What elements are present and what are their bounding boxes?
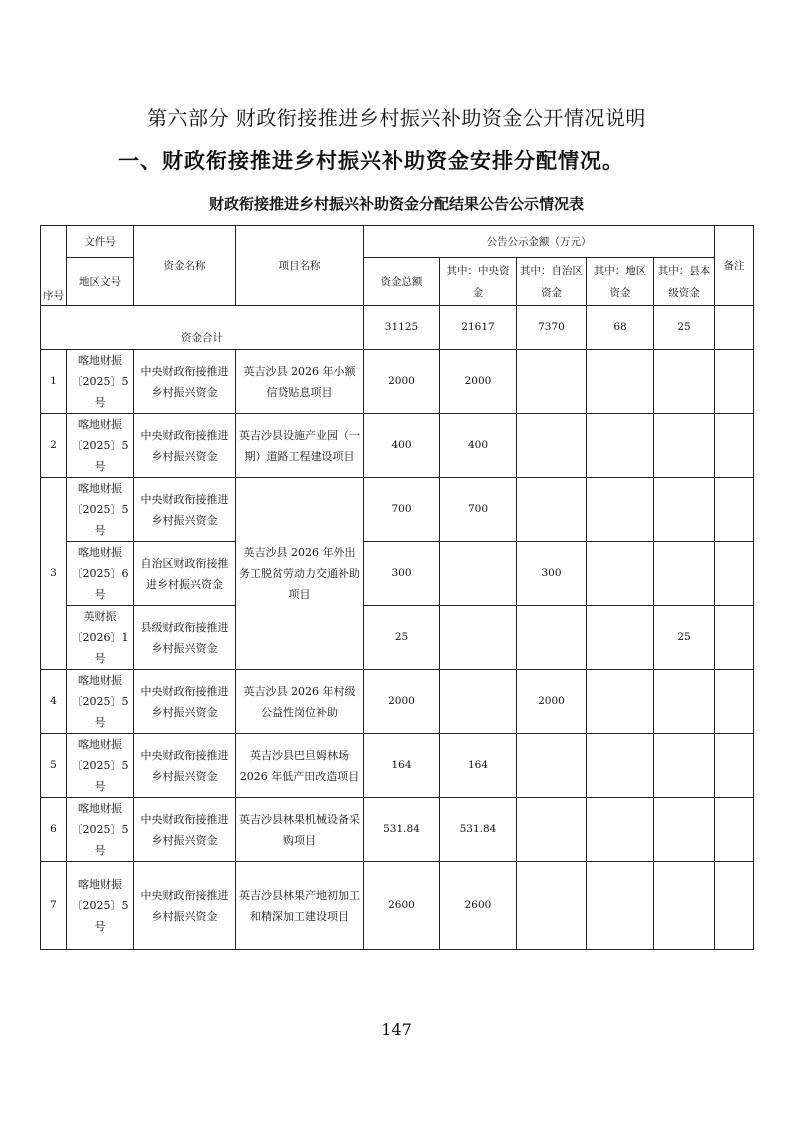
row-fund-name: 中央财政衔接推进乡村振兴资金 <box>134 478 236 542</box>
table-row <box>41 606 754 670</box>
row-prefecture <box>587 542 654 606</box>
row-autonomous <box>517 734 587 798</box>
row-central: 531.84 <box>440 798 517 862</box>
row-fund-name: 中央财政衔接推进乡村振兴资金 <box>134 670 236 734</box>
row-remark <box>715 350 754 414</box>
summary-label: 资金合计 <box>41 306 364 350</box>
summary-county: 25 <box>654 306 715 350</box>
row-remark <box>715 670 754 734</box>
row-prefecture <box>587 350 654 414</box>
row-project-name: 英吉沙县林果产地初加工和精深加工建设项目 <box>236 862 364 950</box>
row-doc-no: 英财振〔2026〕1号 <box>67 606 134 670</box>
header-autonomous: 其中：自治区资金 <box>517 258 587 306</box>
row-central: 400 <box>440 414 517 478</box>
allocation-table <box>40 225 754 950</box>
row-prefecture <box>587 798 654 862</box>
row-total: 164 <box>364 734 440 798</box>
header-project-name: 项目名称 <box>236 226 364 306</box>
summary-row <box>41 306 754 350</box>
row-seq: 3 <box>41 478 67 670</box>
row-fund-name: 自治区财政衔接推进乡村振兴资金 <box>134 542 236 606</box>
row-prefecture <box>587 478 654 542</box>
table-row <box>41 350 754 414</box>
row-remark <box>715 862 754 950</box>
row-autonomous <box>517 606 587 670</box>
page-number: 147 <box>381 1020 412 1039</box>
header-doc-no: 文件号 <box>67 226 134 258</box>
row-remark <box>715 606 754 670</box>
row-central: 2600 <box>440 862 517 950</box>
row-seq: 6 <box>41 798 67 862</box>
table-row <box>41 542 754 606</box>
row-project-name: 英吉沙县巴旦姆林场2026 年低产田改造项目 <box>236 734 364 798</box>
row-doc-no: 喀地财振〔2025〕5号 <box>67 670 134 734</box>
row-doc-no: 喀地财振〔2025〕5号 <box>67 350 134 414</box>
row-prefecture <box>587 862 654 950</box>
row-fund-name: 中央财政衔接推进乡村振兴资金 <box>134 798 236 862</box>
row-autonomous <box>517 478 587 542</box>
row-project-name: 英吉沙县 2026 年外出务工脱贫劳动力交通补助项目 <box>236 478 364 670</box>
row-autonomous <box>517 798 587 862</box>
row-fund-name: 中央财政衔接推进乡村振兴资金 <box>134 862 236 950</box>
row-remark <box>715 478 754 542</box>
row-doc-no: 喀地财振〔2025〕5号 <box>67 734 134 798</box>
row-county <box>654 798 715 862</box>
row-total: 2000 <box>364 670 440 734</box>
row-prefecture <box>587 670 654 734</box>
row-central <box>440 542 517 606</box>
row-central <box>440 670 517 734</box>
row-total: 2600 <box>364 862 440 950</box>
summary-central: 21617 <box>440 306 517 350</box>
row-autonomous: 300 <box>517 542 587 606</box>
row-central: 700 <box>440 478 517 542</box>
header-total: 资金总额 <box>364 258 440 306</box>
row-remark <box>715 542 754 606</box>
table-title: 财政衔接推进乡村振兴补助资金分配结果公告公示情况表 <box>208 195 584 213</box>
row-remark <box>715 414 754 478</box>
section-title: 一、财政衔接推进乡村振兴补助资金安排分配情况。 <box>118 148 624 173</box>
row-central: 164 <box>440 734 517 798</box>
header-region-doc: 地区文号 <box>67 258 134 306</box>
summary-total: 31125 <box>364 306 440 350</box>
summary-autonomous: 7370 <box>517 306 587 350</box>
table-row <box>41 734 754 798</box>
table-row <box>41 414 754 478</box>
row-remark <box>715 798 754 862</box>
row-doc-no: 喀地财振〔2025〕5号 <box>67 414 134 478</box>
header-fund-name: 资金名称 <box>134 226 236 306</box>
row-autonomous <box>517 414 587 478</box>
summary-remark <box>715 306 754 350</box>
row-county <box>654 862 715 950</box>
row-prefecture <box>587 606 654 670</box>
row-project-name: 英吉沙县 2026 年村级公益性岗位补助 <box>236 670 364 734</box>
row-county: 25 <box>654 606 715 670</box>
part-title: 第六部分 财政衔接推进乡村振兴补助资金公开情况说明 <box>147 106 646 130</box>
row-doc-no: 喀地财振〔2025〕6号 <box>67 542 134 606</box>
row-county <box>654 478 715 542</box>
row-seq: 1 <box>41 350 67 414</box>
row-project-name: 英吉沙县设施产业园（一期）道路工程建设项目 <box>236 414 364 478</box>
row-total: 300 <box>364 542 440 606</box>
row-central <box>440 606 517 670</box>
row-prefecture <box>587 734 654 798</box>
row-total: 700 <box>364 478 440 542</box>
row-seq: 4 <box>41 670 67 734</box>
header-seq: 序号 <box>41 226 67 306</box>
row-central: 2000 <box>440 350 517 414</box>
row-doc-no: 喀地财振〔2025〕5号 <box>67 862 134 950</box>
header-central: 其中：中央资金 <box>440 258 517 306</box>
row-total: 25 <box>364 606 440 670</box>
row-seq: 7 <box>41 862 67 950</box>
row-county <box>654 542 715 606</box>
row-total: 531.84 <box>364 798 440 862</box>
row-county <box>654 734 715 798</box>
table-row <box>41 670 754 734</box>
header-remark: 备注 <box>715 226 754 306</box>
row-doc-no: 喀地财振〔2025〕5号 <box>67 798 134 862</box>
row-autonomous <box>517 862 587 950</box>
row-project-name: 英吉沙县 2026 年小额信贷贴息项目 <box>236 350 364 414</box>
row-autonomous <box>517 350 587 414</box>
row-total: 2000 <box>364 350 440 414</box>
table-row <box>41 862 754 950</box>
row-county <box>654 670 715 734</box>
row-autonomous: 2000 <box>517 670 587 734</box>
table-row <box>41 798 754 862</box>
header-county: 其中：县本级资金 <box>654 258 715 306</box>
row-seq: 5 <box>41 734 67 798</box>
row-prefecture <box>587 414 654 478</box>
summary-prefecture: 68 <box>587 306 654 350</box>
table-row <box>41 478 754 542</box>
row-fund-name: 中央财政衔接推进乡村振兴资金 <box>134 350 236 414</box>
row-remark <box>715 734 754 798</box>
row-county <box>654 414 715 478</box>
header-amount-group: 公告公示金额（万元） <box>364 226 715 258</box>
row-total: 400 <box>364 414 440 478</box>
row-seq: 2 <box>41 414 67 478</box>
row-county <box>654 350 715 414</box>
row-fund-name: 中央财政衔接推进乡村振兴资金 <box>134 414 236 478</box>
header-prefecture: 其中：地区资金 <box>587 258 654 306</box>
row-fund-name: 县级财政衔接推进乡村振兴资金 <box>134 606 236 670</box>
row-doc-no: 喀地财振〔2025〕5号 <box>67 478 134 542</box>
row-project-name: 英吉沙县林果机械设备采购项目 <box>236 798 364 862</box>
row-fund-name: 中央财政衔接推进乡村振兴资金 <box>134 734 236 798</box>
